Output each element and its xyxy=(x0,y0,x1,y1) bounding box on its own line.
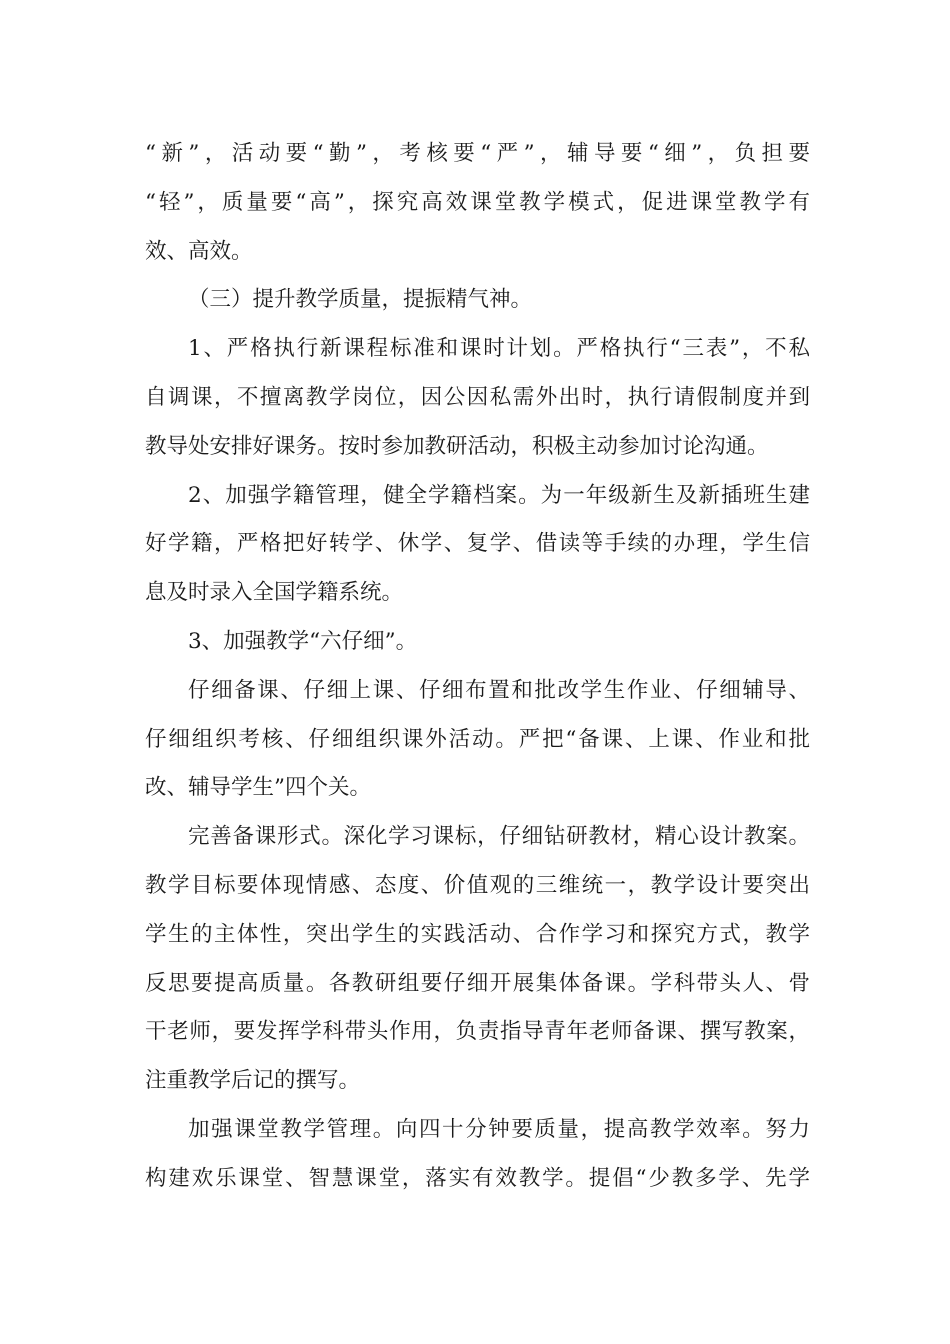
document-body xyxy=(145,130,810,1204)
text-line: 1、严格执行新课程标准和课时计划。严格执行“三表”，不私 xyxy=(188,336,810,362)
text-line: 加强课堂教学管理。向四十分钟要质量，提高教学效率。努力 xyxy=(188,1116,810,1142)
text-line: 构建欢乐课堂、智慧课堂，落实有效教学。提倡“少教多学、先学 xyxy=(145,1165,810,1191)
text-line: 仔细组织考核、仔细组织课外活动。严把“备课、上课、作业和批 xyxy=(145,726,810,752)
text-line: 完善备课形式。深化学习课标，仔细钻研教材，精心设计教案。 xyxy=(188,824,810,850)
text-line: 自调课，不擅离教学岗位，因公因私需外出时，执行请假制度并到 xyxy=(145,384,810,410)
text-line: 反思要提高质量。各教研组要仔细开展集体备课。学科带头人、骨 xyxy=(145,970,810,996)
text-line: 息及时录入全国学籍系统。 xyxy=(145,580,404,606)
text-line: （三）提升教学质量，提振精气神。 xyxy=(188,287,533,313)
text-line: 改、辅导学生”四个关。 xyxy=(145,775,371,801)
text-line: 干老师，要发挥学科带头作用，负责指导青年老师备课、撰写教案， xyxy=(145,1019,810,1045)
text-line: 2、加强学籍管理，健全学籍档案。为一年级新生及新插班生建 xyxy=(188,482,810,508)
text-line: 好学籍，严格把好转学、休学、复学、借读等手续的办理，学生信 xyxy=(145,531,810,557)
text-line: 3、加强教学“六仔细”。 xyxy=(188,628,418,654)
text-line: 学生的主体性，突出学生的实践活动、合作学习和探究方式，教学 xyxy=(145,921,810,947)
text-line: “轻”，质量要“高”，探究高效课堂教学模式，促进课堂教学有 xyxy=(145,189,810,215)
text-line: 注重教学后记的撰写。 xyxy=(145,1068,361,1094)
text-line: “新”，活动要“勤”，考核要“严”，辅导要“细”，负担要 xyxy=(145,141,810,166)
text-line: 教学目标要体现情感、态度、价值观的三维统一，教学设计要突出 xyxy=(145,872,810,898)
text-line: 仔细备课、仔细上课、仔细布置和批改学生作业、仔细辅导、 xyxy=(188,677,810,703)
text-line: 教导处安排好课务。按时参加教研活动，积极主动参加讨论沟通。 xyxy=(145,433,769,459)
text-line: 效、高效。 xyxy=(145,238,253,264)
